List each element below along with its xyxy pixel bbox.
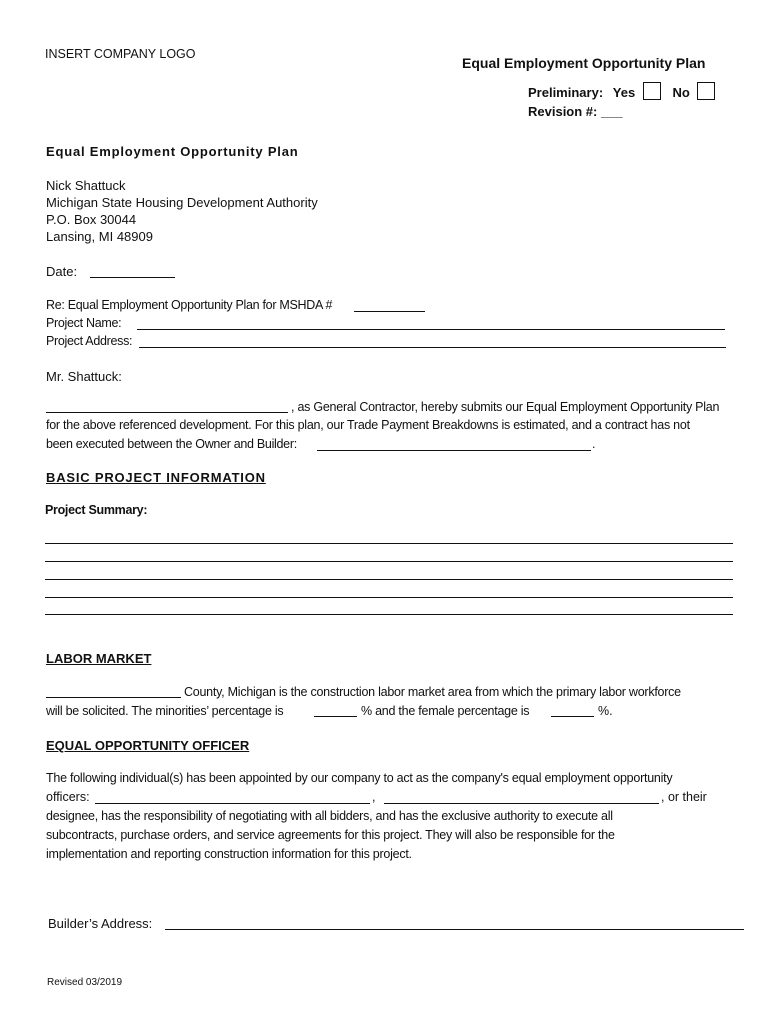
yes-label: Yes bbox=[612, 85, 636, 100]
officer-1-field[interactable] bbox=[95, 803, 370, 804]
no-label: No bbox=[672, 85, 690, 100]
owner-builder-field[interactable] bbox=[317, 450, 591, 451]
project-summary-line[interactable] bbox=[45, 579, 733, 580]
general-contractor-field[interactable] bbox=[46, 412, 288, 413]
no-checkbox[interactable] bbox=[697, 82, 715, 100]
builder-address-field[interactable] bbox=[165, 929, 744, 930]
project-summary-line[interactable] bbox=[45, 561, 733, 562]
revision-number: Revision #: ___ bbox=[528, 104, 623, 119]
eeo-line-2a: officers: bbox=[46, 790, 90, 804]
project-name-field[interactable] bbox=[137, 329, 725, 330]
company-logo-placeholder: INSERT COMPANY LOGO bbox=[45, 47, 196, 61]
labor-market-heading: LABOR MARKET bbox=[46, 651, 152, 666]
project-summary-line[interactable] bbox=[45, 614, 733, 615]
eeo-line-1: The following individual(s) has been appointed by our company to act as the company's equal employment opportunity bbox=[46, 771, 673, 785]
eeo-line-4: subcontracts, purchase orders, and service agreements for this project. They will also be responsible for the bbox=[46, 828, 615, 842]
form-title: Equal Employment Opportunity Plan bbox=[462, 55, 706, 71]
intro-line-1: , as General Contractor, hereby submits our Equal Employment Opportunity Plan bbox=[291, 400, 720, 414]
county-field[interactable] bbox=[46, 697, 181, 698]
eeo-line-3: designee, has the responsibility of negotiating with all bidders, and has the exclusive authority to execute all bbox=[46, 809, 613, 823]
project-name-label: Project Name: bbox=[46, 316, 122, 330]
intro-line-3-end: . bbox=[592, 437, 596, 451]
officer-2-field[interactable] bbox=[384, 803, 659, 804]
labor-market-line-1: County, Michigan is the construction labor market area from which the primary labor workforce bbox=[184, 685, 681, 699]
recipient-city: Lansing, MI 48909 bbox=[46, 229, 153, 244]
labor-market-line-2c: %. bbox=[598, 704, 613, 718]
project-summary-line[interactable] bbox=[45, 597, 733, 598]
labor-market-line-2a: will be solicited. The minorities’ percentage is bbox=[46, 704, 284, 718]
project-address-label: Project Address: bbox=[46, 334, 133, 348]
salutation: Mr. Shattuck: bbox=[46, 369, 122, 384]
re-line: Re: Equal Employment Opportunity Plan for MSHDA # bbox=[46, 298, 333, 312]
eeo-line-5: implementation and reporting construction information for this project. bbox=[46, 847, 412, 861]
project-address-field[interactable] bbox=[139, 347, 726, 348]
recipient-organization: Michigan State Housing Development Authority bbox=[46, 195, 318, 210]
letter-heading: Equal Employment Opportunity Plan bbox=[46, 144, 299, 159]
intro-line-3-start: been executed between the Owner and Builder: bbox=[46, 437, 297, 451]
preliminary-row bbox=[528, 82, 715, 100]
female-percentage-field[interactable] bbox=[551, 716, 594, 717]
eeo-line-2b: , bbox=[372, 790, 376, 804]
eeo-officer-heading: EQUAL OPPORTUNITY OFFICER bbox=[46, 738, 250, 753]
project-summary-label: Project Summary: bbox=[45, 503, 148, 517]
date-field[interactable] bbox=[90, 277, 175, 278]
eeo-line-2c: , or their bbox=[661, 790, 707, 804]
recipient-name: Nick Shattuck bbox=[46, 178, 126, 193]
project-summary-line[interactable] bbox=[45, 543, 733, 544]
builder-address-label: Builder’s Address: bbox=[48, 916, 153, 931]
date-label: Date: bbox=[46, 264, 78, 279]
preliminary-label: Preliminary: bbox=[528, 85, 604, 100]
mshda-number-field[interactable] bbox=[354, 311, 425, 312]
minorities-percentage-field[interactable] bbox=[314, 716, 357, 717]
recipient-po-box: P.O. Box 30044 bbox=[46, 212, 137, 227]
labor-market-line-2b: % and the female percentage is bbox=[361, 704, 530, 718]
revised-date: Revised 03/2019 bbox=[47, 977, 123, 988]
yes-checkbox[interactable] bbox=[643, 82, 661, 100]
intro-line-2: for the above referenced development. For this plan, our Trade Payment Breakdowns is estimated, and a contract has not bbox=[46, 418, 690, 432]
basic-info-heading: BASIC PROJECT INFORMATION bbox=[46, 470, 266, 485]
